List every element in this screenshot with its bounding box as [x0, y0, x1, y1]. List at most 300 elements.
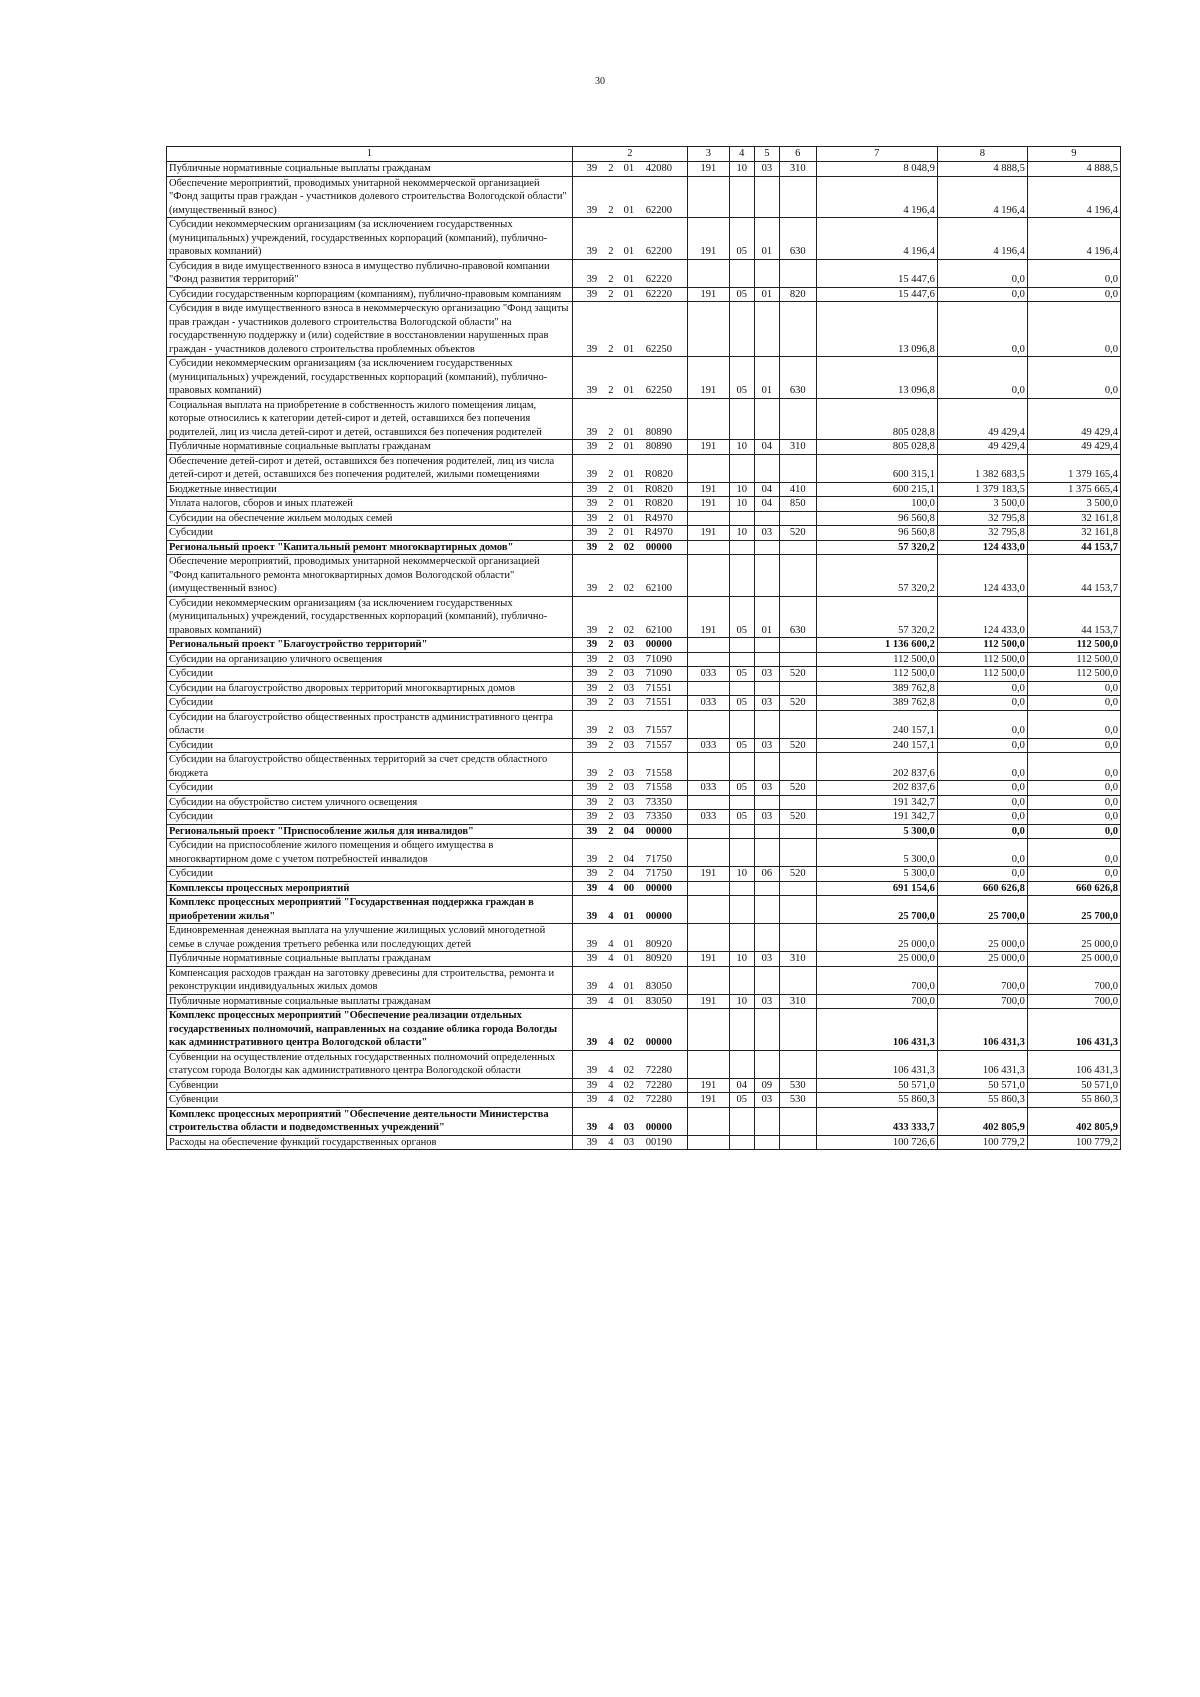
code-segment: 39	[586, 668, 598, 679]
target-article-code	[572, 994, 687, 1009]
amount-col-8: 402 805,9	[937, 1107, 1027, 1135]
amount-col-8: 106 431,3	[937, 1009, 1027, 1051]
subsection-code	[754, 176, 779, 218]
target-article-code	[572, 824, 687, 839]
target-article-code	[572, 526, 687, 541]
amount-col-9: 44 153,7	[1027, 596, 1120, 638]
code-segment: 39	[586, 163, 598, 174]
amount-col-8: 50 571,0	[937, 1078, 1027, 1093]
target-article-code	[572, 896, 687, 924]
code-segment: 2	[608, 868, 614, 879]
subsection-code	[754, 398, 779, 440]
section-code	[729, 881, 754, 896]
code-segment: 04	[623, 868, 635, 879]
expense-kind-code	[779, 881, 816, 896]
target-article-code	[572, 1009, 687, 1051]
amount-col-8: 0,0	[937, 287, 1027, 302]
target-article-code	[572, 511, 687, 526]
target-article-code	[572, 218, 687, 260]
expense-kind-code	[779, 924, 816, 952]
code-segment: 39	[586, 527, 598, 538]
expense-kind-code: 520	[779, 810, 816, 825]
code-segment: 80920	[645, 938, 673, 950]
expense-kind-code: 410	[779, 482, 816, 497]
code-segment: 04	[623, 853, 635, 865]
expense-kind-code: 630	[779, 357, 816, 399]
amount-col-9: 0,0	[1027, 302, 1120, 357]
code-segment: 03	[623, 1122, 635, 1133]
amount-col-7: 1 136 600,2	[816, 638, 937, 653]
amount-col-8: 700,0	[937, 994, 1027, 1009]
code-segment: 72280	[645, 1079, 673, 1091]
expense-kind-code	[779, 638, 816, 653]
target-article-code	[572, 696, 687, 711]
subsection-code: 01	[754, 357, 779, 399]
code-segment: 71557	[645, 725, 673, 736]
code-segment: 01	[623, 527, 635, 538]
table-row	[167, 511, 1121, 526]
expense-type-code	[687, 924, 729, 952]
table-row	[167, 824, 1121, 839]
section-code	[729, 896, 754, 924]
amount-col-9: 0,0	[1027, 795, 1120, 810]
code-segment: 2	[608, 825, 614, 837]
expense-kind-code	[779, 555, 816, 597]
code-segment: 00000	[645, 1122, 673, 1133]
amount-col-8: 100 779,2	[937, 1135, 1027, 1150]
expense-type-code: 191	[687, 1093, 729, 1108]
code-segment: 01	[623, 385, 635, 396]
section-code: 05	[729, 287, 754, 302]
row-name: Обеспечение мероприятий, проводимых унитарной некоммерческой организацией "Фонд защиты прав граждан - участников долевого строительства Вологодской области" (имущественный взнос)	[167, 176, 573, 218]
amount-col-7: 96 560,8	[816, 511, 937, 526]
code-segment: 02	[623, 1094, 635, 1105]
subsection-code: 01	[754, 287, 779, 302]
amount-col-7: 57 320,2	[816, 596, 937, 638]
table-row	[167, 1135, 1121, 1150]
amount-col-9: 44 153,7	[1027, 540, 1120, 555]
section-code	[729, 638, 754, 653]
table-row	[167, 966, 1121, 994]
code-segment: 2	[608, 541, 614, 553]
section-code	[729, 259, 754, 287]
amount-col-9: 49 429,4	[1027, 440, 1120, 455]
table-row	[167, 176, 1121, 218]
table-row	[167, 526, 1121, 541]
section-code: 10	[729, 867, 754, 882]
amount-col-9: 0,0	[1027, 681, 1120, 696]
table-row	[167, 540, 1121, 555]
expense-type-code: 191	[687, 482, 729, 497]
expense-kind-code	[779, 540, 816, 555]
code-segment: 71551	[645, 682, 673, 694]
row-name: Субсидии на благоустройство дворовых территорий многоквартирных домов	[167, 681, 573, 696]
table-row	[167, 454, 1121, 482]
target-article-code	[572, 1107, 687, 1135]
expense-kind-code: 630	[779, 218, 816, 260]
expense-type-code: 191	[687, 162, 729, 177]
expense-kind-code	[779, 652, 816, 667]
code-segment: 2	[608, 653, 614, 665]
code-segment: 02	[623, 541, 635, 553]
code-segment: 71750	[645, 853, 673, 865]
target-article-code	[572, 952, 687, 967]
expense-kind-code: 630	[779, 596, 816, 638]
code-segment: 39	[586, 1079, 598, 1091]
amount-col-7: 5 300,0	[816, 839, 937, 867]
target-article-code	[572, 287, 687, 302]
code-segment: 2	[608, 385, 614, 396]
target-article-code	[572, 810, 687, 825]
subsection-code	[754, 924, 779, 952]
code-segment: 03	[623, 811, 635, 822]
section-code	[729, 1107, 754, 1135]
expense-type-code	[687, 710, 729, 738]
target-article-code	[572, 667, 687, 682]
code-segment: 39	[586, 1094, 598, 1105]
section-code: 10	[729, 952, 754, 967]
section-code: 10	[729, 162, 754, 177]
code-segment: 39	[586, 624, 598, 636]
row-name: Бюджетные инвестиции	[167, 482, 573, 497]
section-code	[729, 454, 754, 482]
amount-col-7: 8 048,9	[816, 162, 937, 177]
code-segment: 39	[586, 512, 598, 524]
subsection-code: 03	[754, 781, 779, 796]
row-name: Публичные нормативные социальные выплаты гражданам	[167, 162, 573, 177]
code-segment: 03	[623, 668, 635, 679]
table-row	[167, 753, 1121, 781]
code-segment: 39	[586, 825, 598, 837]
section-code	[729, 681, 754, 696]
amount-col-8: 32 795,8	[937, 526, 1027, 541]
expense-type-code	[687, 1009, 729, 1051]
code-segment: 01	[623, 163, 635, 174]
expense-kind-code: 310	[779, 952, 816, 967]
target-article-code	[572, 162, 687, 177]
code-segment: 39	[586, 204, 598, 216]
amount-col-9: 112 500,0	[1027, 667, 1120, 682]
amount-col-7: 202 837,6	[816, 753, 937, 781]
expense-type-code: 191	[687, 526, 729, 541]
code-segment: 03	[623, 739, 635, 751]
target-article-code	[572, 924, 687, 952]
row-name: Уплата налогов, сборов и иных платежей	[167, 497, 573, 512]
code-segment: 39	[586, 796, 598, 808]
subsection-code: 03	[754, 738, 779, 753]
expense-type-code	[687, 638, 729, 653]
code-segment: 62200	[645, 204, 673, 216]
row-name: Региональный проект "Капитальный ремонт многоквартирных домов"	[167, 540, 573, 555]
subsection-code	[754, 839, 779, 867]
subsection-code	[754, 896, 779, 924]
amount-col-7: 25 000,0	[816, 924, 937, 952]
subsection-code	[754, 638, 779, 653]
expense-type-code	[687, 540, 729, 555]
code-segment: 01	[623, 498, 635, 509]
code-segment: 2	[608, 682, 614, 694]
code-segment: 01	[623, 288, 635, 300]
expense-kind-code	[779, 302, 816, 357]
code-segment: 2	[608, 426, 614, 438]
expense-kind-code	[779, 753, 816, 781]
subsection-code	[754, 881, 779, 896]
table-row	[167, 1107, 1121, 1135]
row-name: Комплекс процессных мероприятий "Обеспечение деятельности Министерства строительства области и подведомственных учреждений"	[167, 1107, 573, 1135]
code-segment: 73350	[645, 796, 673, 808]
code-segment: 4	[608, 995, 614, 1007]
code-segment: 2	[608, 697, 614, 708]
amount-col-8: 1 382 683,5	[937, 454, 1027, 482]
subsection-code: 04	[754, 440, 779, 455]
amount-col-9: 0,0	[1027, 781, 1120, 796]
code-segment: 2	[608, 483, 614, 495]
section-code: 05	[729, 1093, 754, 1108]
amount-col-7: 13 096,8	[816, 302, 937, 357]
row-name: Субсидия в виде имущественного взноса в некоммерческую организацию "Фонд защиты прав граждан - участников долевого строительства Вологодской области" на государственную поддержку и (или) содействие в восстановлении нарушенных прав граждан - участников долевого строительства проблемных объектов	[167, 302, 573, 357]
row-name: Единовременная денежная выплата на улучшение жилищных условий многодетной семье в случае рождения третьего ребенка или последующих детей	[167, 924, 573, 952]
code-segment: 2	[608, 624, 614, 636]
row-name: Субсидии на приспособление жилого помещения и общего имущества в многоквартирном доме с учетом потребностей инвалидов	[167, 839, 573, 867]
code-segment: 39	[586, 938, 598, 950]
expense-kind-code	[779, 710, 816, 738]
expense-kind-code: 520	[779, 696, 816, 711]
code-segment: 80890	[645, 426, 673, 438]
row-name: Субвенции	[167, 1078, 573, 1093]
expense-type-code: 191	[687, 994, 729, 1009]
code-segment: 83050	[645, 995, 673, 1007]
code-segment: 39	[586, 725, 598, 736]
section-code	[729, 398, 754, 440]
amount-col-9: 100 779,2	[1027, 1135, 1120, 1150]
amount-col-9: 0,0	[1027, 259, 1120, 287]
amount-col-9: 700,0	[1027, 994, 1120, 1009]
code-segment: R4970	[644, 512, 673, 524]
amount-col-8: 1 379 183,5	[937, 482, 1027, 497]
amount-col-8: 106 431,3	[937, 1050, 1027, 1078]
code-segment: 62220	[645, 274, 673, 285]
code-segment: 39	[586, 385, 598, 396]
table-row	[167, 839, 1121, 867]
table-row	[167, 497, 1121, 512]
subsection-code: 04	[754, 497, 779, 512]
target-article-code	[572, 710, 687, 738]
code-segment: 62220	[645, 288, 673, 300]
code-segment: 39	[586, 682, 598, 694]
code-segment: 39	[586, 498, 598, 509]
expense-type-code	[687, 302, 729, 357]
expense-type-code: 191	[687, 596, 729, 638]
amount-col-9: 106 431,3	[1027, 1009, 1120, 1051]
section-code	[729, 511, 754, 526]
code-segment: R0820	[644, 483, 673, 495]
amount-col-8: 0,0	[937, 302, 1027, 357]
subsection-code: 03	[754, 696, 779, 711]
code-segment: 4	[608, 882, 614, 894]
amount-col-9: 25 700,0	[1027, 896, 1120, 924]
amount-col-7: 15 447,6	[816, 259, 937, 287]
subsection-code	[754, 511, 779, 526]
code-segment: 4	[608, 1037, 614, 1048]
code-segment: 62250	[645, 343, 673, 355]
header-cell: 2	[572, 147, 687, 162]
target-article-code	[572, 555, 687, 597]
target-article-code	[572, 867, 687, 882]
section-code: 05	[729, 357, 754, 399]
amount-col-7: 100,0	[816, 497, 937, 512]
row-name: Публичные нормативные социальные выплаты гражданам	[167, 994, 573, 1009]
code-segment: 01	[623, 995, 635, 1007]
code-segment: 01	[623, 274, 635, 285]
expense-kind-code: 530	[779, 1093, 816, 1108]
code-segment: 39	[586, 782, 598, 793]
expense-kind-code	[779, 896, 816, 924]
code-segment: 2	[608, 668, 614, 679]
amount-col-7: 55 860,3	[816, 1093, 937, 1108]
code-segment: 00000	[645, 541, 673, 553]
expense-type-code	[687, 881, 729, 896]
target-article-code	[572, 1135, 687, 1150]
target-article-code	[572, 1050, 687, 1078]
amount-col-7: 805 028,8	[816, 440, 937, 455]
table-row	[167, 994, 1121, 1009]
section-code	[729, 924, 754, 952]
code-segment: 01	[623, 981, 635, 992]
subsection-code	[754, 795, 779, 810]
code-segment: 62250	[645, 385, 673, 396]
target-article-code	[572, 652, 687, 667]
section-code: 10	[729, 482, 754, 497]
code-segment: 80890	[645, 441, 673, 452]
budget-table	[166, 146, 1121, 1150]
amount-col-7: 112 500,0	[816, 652, 937, 667]
amount-col-7: 112 500,0	[816, 667, 937, 682]
table-row	[167, 638, 1121, 653]
expense-type-code	[687, 839, 729, 867]
expense-kind-code	[779, 511, 816, 526]
code-segment: 39	[586, 583, 598, 594]
amount-col-9: 49 429,4	[1027, 398, 1120, 440]
amount-col-8: 0,0	[937, 781, 1027, 796]
amount-col-7: 691 154,6	[816, 881, 937, 896]
amount-col-7: 202 837,6	[816, 781, 937, 796]
code-segment: 62100	[645, 624, 673, 636]
amount-col-9: 0,0	[1027, 753, 1120, 781]
expense-kind-code	[779, 1050, 816, 1078]
section-code: 05	[729, 667, 754, 682]
amount-col-9: 32 161,8	[1027, 526, 1120, 541]
subsection-code: 01	[754, 596, 779, 638]
code-segment: 00	[623, 882, 635, 894]
amount-col-7: 433 333,7	[816, 1107, 937, 1135]
amount-col-9: 44 153,7	[1027, 555, 1120, 597]
code-segment: 2	[608, 469, 614, 480]
amount-col-7: 25 700,0	[816, 896, 937, 924]
code-segment: 02	[623, 624, 635, 636]
section-code	[729, 1135, 754, 1150]
code-segment: 2	[608, 739, 614, 751]
code-segment: 39	[586, 653, 598, 665]
table-row	[167, 924, 1121, 952]
amount-col-9: 25 000,0	[1027, 924, 1120, 952]
row-name: Публичные нормативные социальные выплаты гражданам	[167, 440, 573, 455]
subsection-code: 03	[754, 994, 779, 1009]
code-segment: 4	[608, 953, 614, 964]
amount-col-9: 3 500,0	[1027, 497, 1120, 512]
table-row	[167, 795, 1121, 810]
subsection-code	[754, 966, 779, 994]
expense-kind-code	[779, 1135, 816, 1150]
row-name: Субсидии некоммерческим организациям (за исключением государственных (муниципальных) учреждений, государственных корпораций (компаний), публично-правовых компаний)	[167, 596, 573, 638]
amount-col-9: 32 161,8	[1027, 511, 1120, 526]
expense-type-code	[687, 652, 729, 667]
code-segment: 02	[623, 583, 635, 594]
code-segment: 2	[608, 441, 614, 452]
amount-col-7: 57 320,2	[816, 555, 937, 597]
amount-col-8: 25 000,0	[937, 952, 1027, 967]
expense-type-code: 033	[687, 781, 729, 796]
expense-type-code	[687, 753, 729, 781]
code-segment: 2	[608, 343, 614, 355]
code-segment: 39	[586, 274, 598, 285]
code-segment: 03	[623, 639, 635, 650]
amount-col-7: 191 342,7	[816, 795, 937, 810]
code-segment: 39	[586, 953, 598, 964]
code-segment: 03	[623, 653, 635, 665]
header-cell: 4	[729, 147, 754, 162]
table-row	[167, 696, 1121, 711]
amount-col-8: 124 433,0	[937, 596, 1027, 638]
amount-col-8: 124 433,0	[937, 540, 1027, 555]
subsection-code: 09	[754, 1078, 779, 1093]
table-row	[167, 259, 1121, 287]
header-cell: 1	[167, 147, 573, 162]
subsection-code	[754, 1050, 779, 1078]
expense-type-code: 191	[687, 497, 729, 512]
code-segment: 39	[586, 868, 598, 879]
code-segment: 03	[623, 725, 635, 736]
code-segment: 01	[623, 343, 635, 355]
code-segment: 39	[586, 246, 598, 257]
expense-type-code: 191	[687, 287, 729, 302]
code-segment: 39	[586, 995, 598, 1007]
code-segment: 39	[586, 767, 598, 779]
target-article-code	[572, 753, 687, 781]
code-segment: 2	[608, 583, 614, 594]
table-row	[167, 287, 1121, 302]
row-name: Расходы на обеспечение функций государственных органов	[167, 1135, 573, 1150]
code-segment: 39	[586, 441, 598, 452]
section-code	[729, 652, 754, 667]
table-row	[167, 896, 1121, 924]
row-name: Субсидии	[167, 867, 573, 882]
expense-kind-code: 520	[779, 781, 816, 796]
expense-kind-code	[779, 176, 816, 218]
expense-type-code: 191	[687, 440, 729, 455]
amount-col-8: 55 860,3	[937, 1093, 1027, 1108]
code-segment: 39	[586, 811, 598, 822]
subsection-code	[754, 540, 779, 555]
target-article-code	[572, 302, 687, 357]
header-cell: 6	[779, 147, 816, 162]
amount-col-9: 4 196,4	[1027, 218, 1120, 260]
expense-type-code: 033	[687, 696, 729, 711]
code-segment: 39	[586, 1122, 598, 1133]
code-segment: 39	[586, 882, 598, 894]
header-cell: 5	[754, 147, 779, 162]
table-row	[167, 738, 1121, 753]
amount-col-8: 112 500,0	[937, 638, 1027, 653]
